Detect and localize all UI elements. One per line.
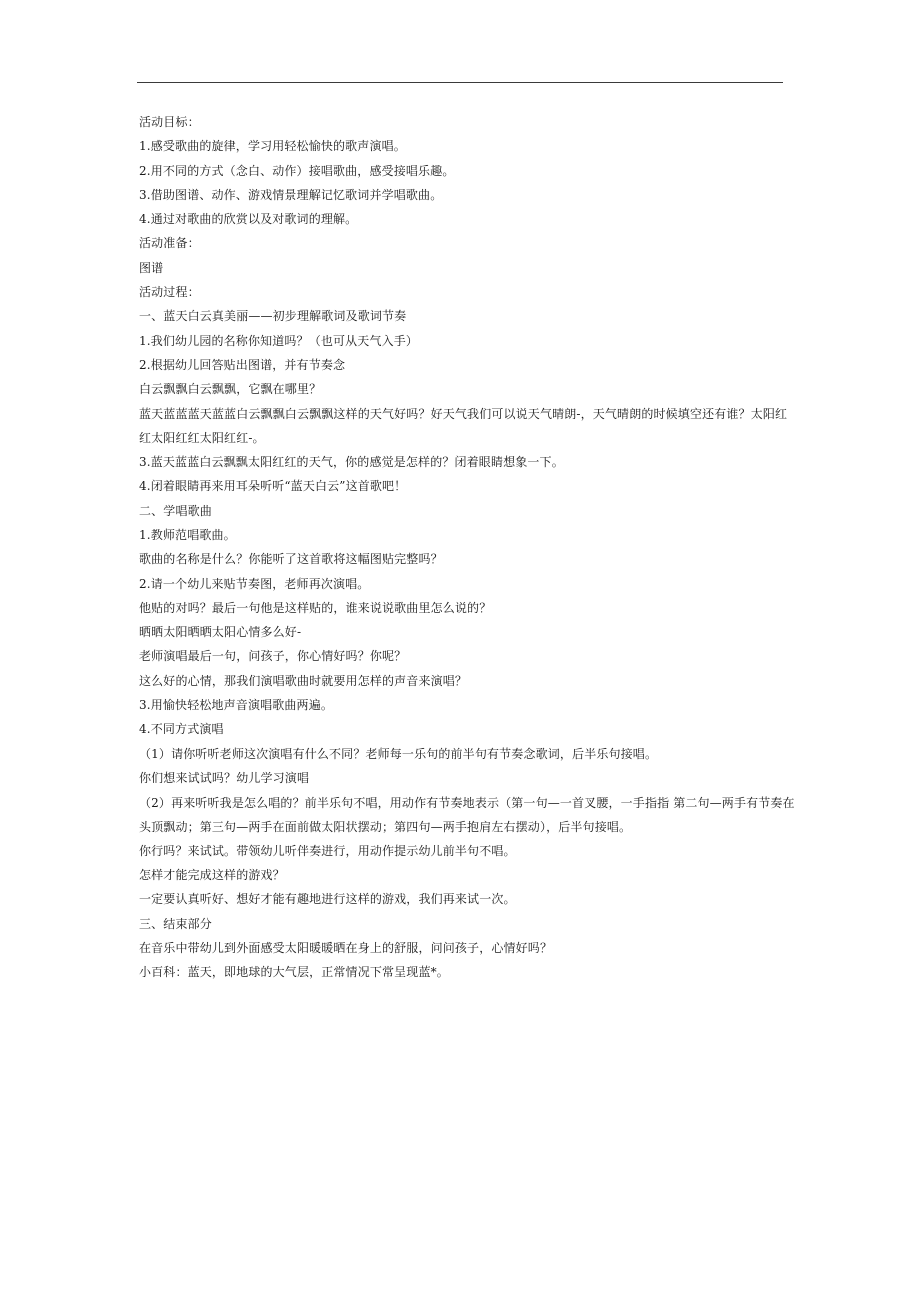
- paragraph: 在音乐中带幼儿到外面感受太阳暖暖晒在身上的舒服，问问孩子，心情好吗？: [139, 940, 553, 955]
- paragraph: 2.请一个幼儿来贴节奏图，老师再次演唱。: [139, 576, 370, 591]
- paragraph: 1.我们幼儿园的名称你知道吗？（也可从天气入手）: [139, 333, 419, 348]
- goal-item: 3.借助图谱、动作、游戏情景理解记忆歌词并学唱歌曲。: [139, 187, 443, 202]
- part-heading-two: 二、学唱歌曲: [139, 503, 212, 518]
- paragraph: 怎样才能完成这样的游戏？: [139, 868, 285, 883]
- paragraph: 4.不同方式演唱: [139, 722, 224, 737]
- goal-item: 1.感受歌曲的旋律，学习用轻松愉快的歌声演唱。: [139, 139, 406, 154]
- paragraph: 歌曲的名称是什么？你能听了这首歌将这幅图贴完整吗？: [139, 552, 443, 567]
- paragraph: 老师演唱最后一句，问孩子，你心情好吗？你呢？: [139, 649, 407, 664]
- document-body: [139, 115, 799, 990]
- paragraph: 3.蓝天蓝蓝白云飘飘太阳红红的天气，你的感觉是怎样的？闭着眼睛想象一下。: [139, 455, 564, 470]
- paragraph: 你行吗？来试试。带领幼儿听伴奏进行，用动作提示幼儿前半句不唱。: [139, 843, 516, 858]
- paragraph: 他贴的对吗？最后一句他是这样贴的，谁来说说歌曲里怎么说的？: [139, 600, 492, 615]
- paragraph: 小百科：蓝天，即地球的大气层，正常情况下常呈现蓝*。: [139, 965, 449, 980]
- paragraph: 一定要认真听好、想好才能有趣地进行这样的游戏，我们再来试一次。: [139, 892, 516, 907]
- paragraph: 晒晒太阳晒晒太阳心情多么好-: [139, 625, 302, 640]
- goal-item: 4.通过对歌曲的欣赏以及对歌词的理解。: [139, 212, 358, 227]
- paragraph: 白云飘飘白云飘飘，它飘在哪里？: [139, 382, 322, 397]
- section-heading-process: 活动过程：: [139, 285, 200, 300]
- header-rule: [137, 82, 783, 83]
- paragraph: 2.根据幼儿回答贴出图谱，并有节奏念: [139, 357, 346, 372]
- paragraph: 蓝天蓝蓝蓝天蓝蓝白云飘飘白云飘飘这样的天气好吗？好天气我们可以说天气晴朗-，天气晴朗的时候填空还有谁？太阳红红太阳红红太阳红红-。: [139, 406, 788, 446]
- paragraph: 1.教师范唱歌曲。: [139, 527, 236, 542]
- part-heading-one: 一、蓝天白云真美丽——初步理解歌词及歌词节奏: [139, 309, 407, 324]
- paragraph: （1）请你听听老师这次演唱有什么不同？老师每一乐句的前半句有节奏念歌词，后半乐句接唱。: [139, 746, 658, 761]
- paragraph: （2）再来听听我是怎么唱的？前半乐句不唱，用动作有节奏地表示（第一句—一首叉腰，一手指指 第二句—两手有节奏在头顶飘动；第三句—两手在面前做太阳状摆动；第四句—两手抱肩左右摆动），后半句接唱。: [139, 795, 795, 834]
- paragraph: 3.用愉快轻松地声音演唱歌曲两遍。: [139, 698, 334, 713]
- goal-item: 2.用不同的方式（念白、动作）接唱歌曲，感受接唱乐趣。: [139, 163, 455, 178]
- part-heading-three: 三、结束部分: [139, 916, 212, 931]
- section-heading-preparation: 活动准备：: [139, 236, 200, 251]
- preparation-item: 图谱: [139, 260, 164, 275]
- section-heading-goals: 活动目标：: [139, 115, 200, 129]
- paragraph: 这么好的心情，那我们演唱歌曲时就要用怎样的声音来演唱？: [139, 673, 468, 688]
- paragraph: 4.闭着眼睛再来用耳朵听听“蓝天白云”这首歌吧！: [139, 479, 407, 494]
- paragraph: 你们想来试试吗？幼儿学习演唱: [139, 770, 310, 785]
